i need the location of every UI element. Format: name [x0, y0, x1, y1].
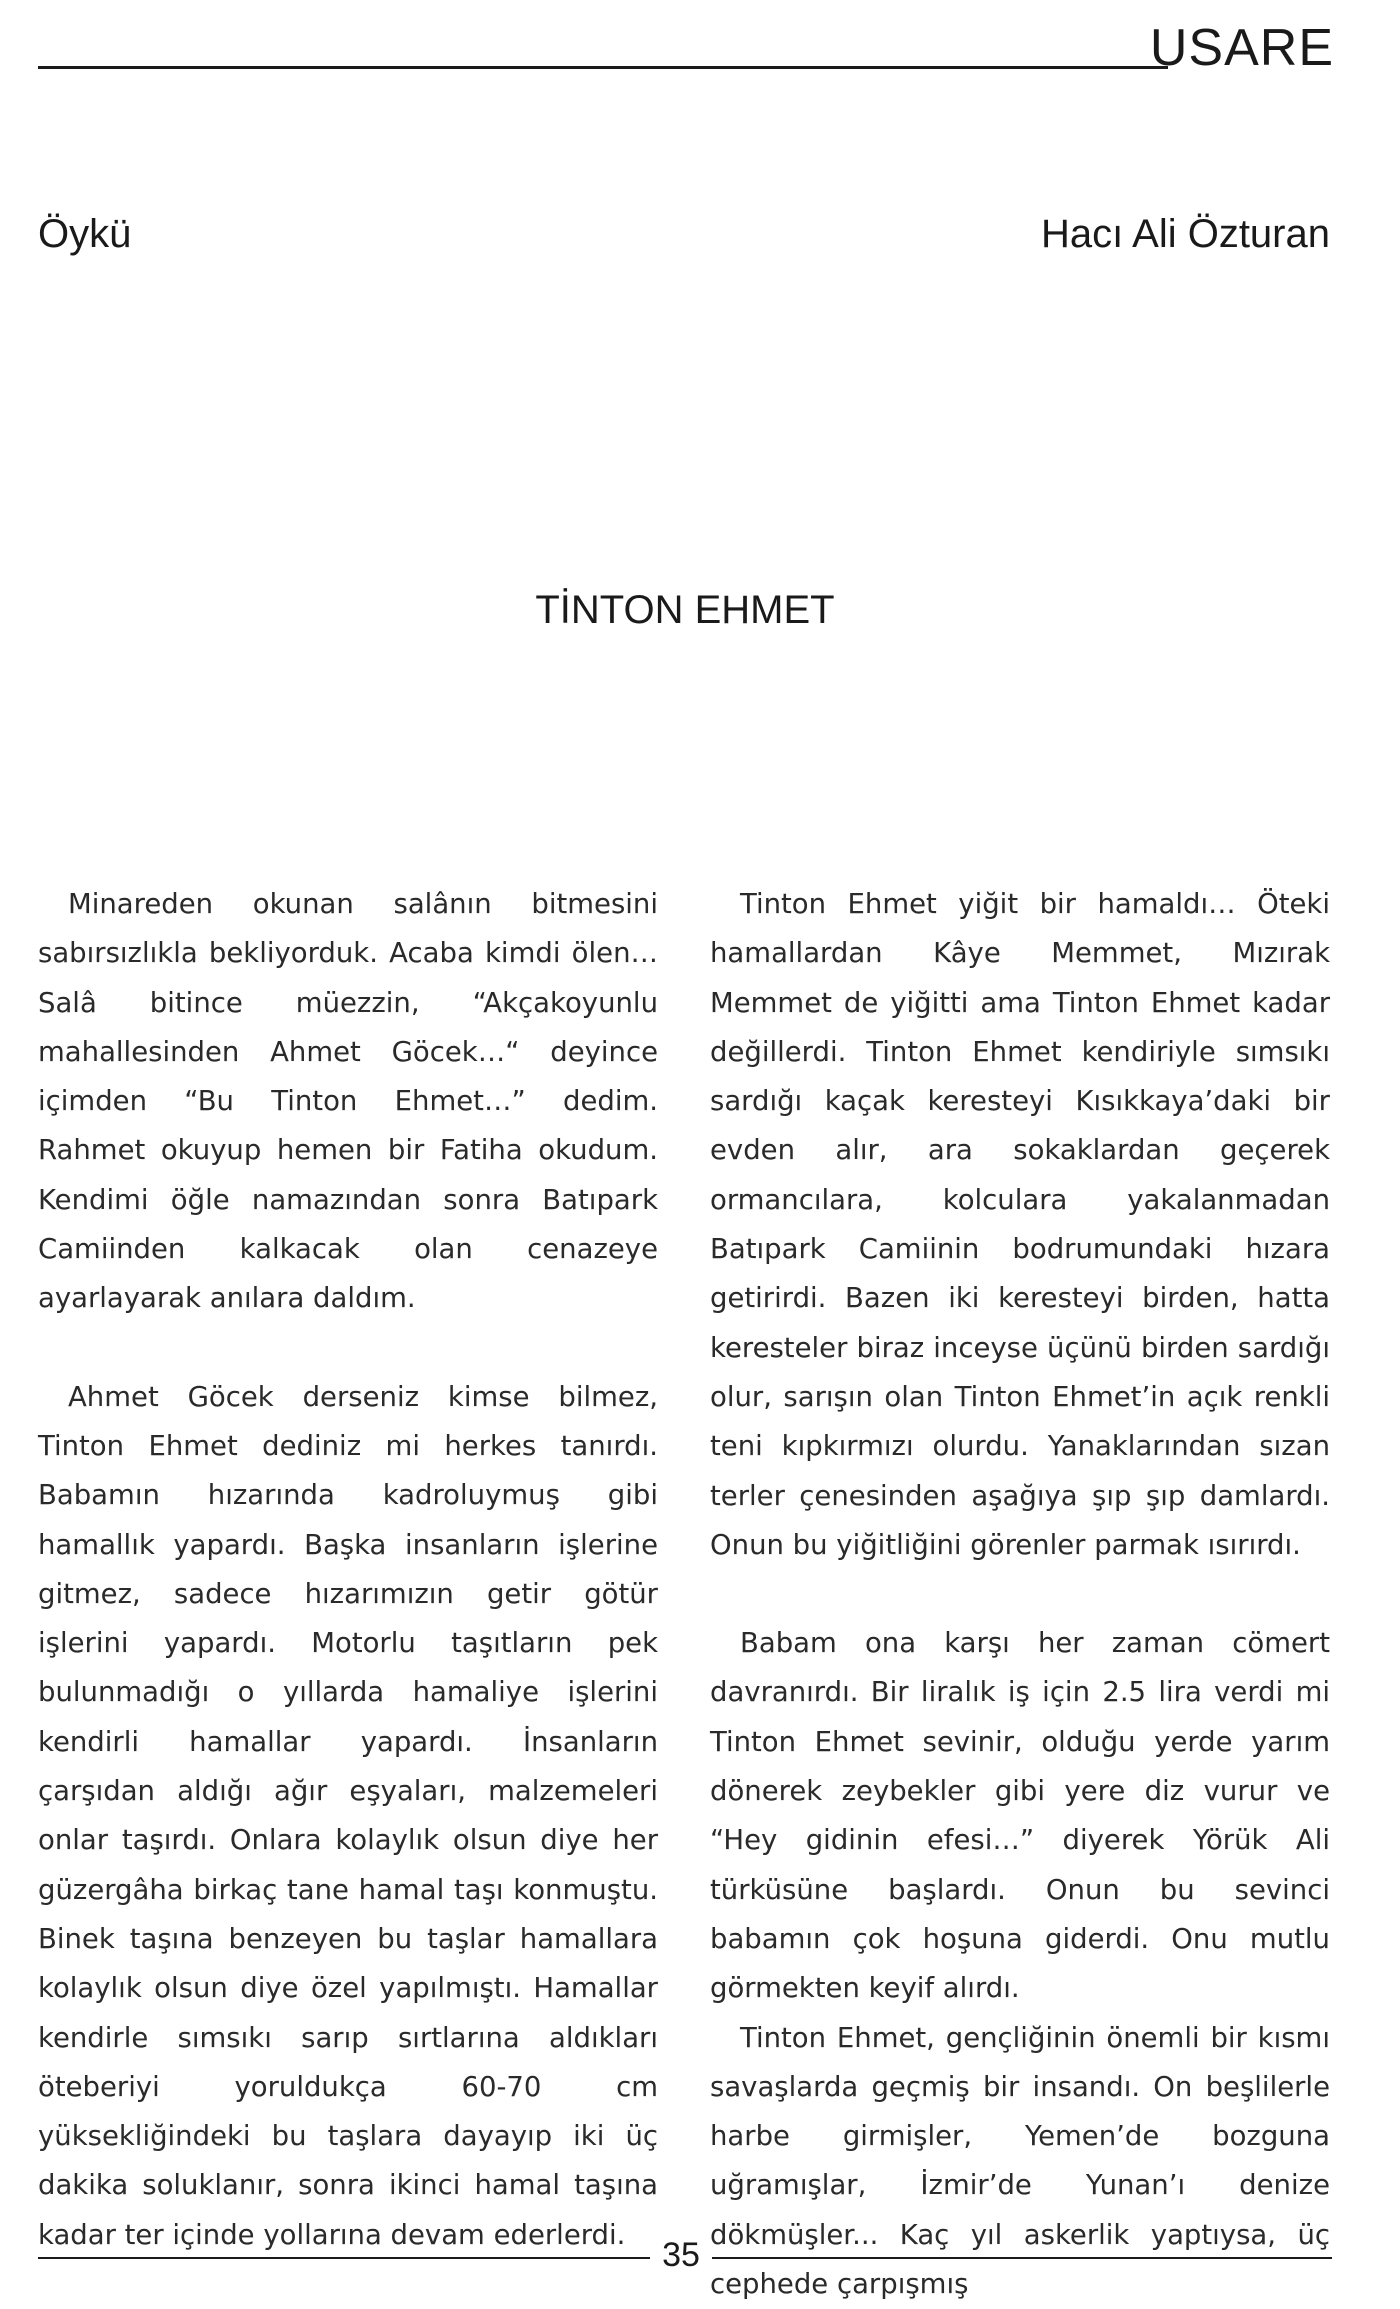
paragraph: Ahmet Göcek derseniz kimse bilmez, Tinton Ehmet dediniz mi herkes tanırdı. Babamın hızarında kadroluymuş gibi hamallık yapardı. Başka insanların işlerine gitmez, sadece hızarımızın getir götür işlerini yapardı. Motorlu taşıtların pek bulunmadığı o yıllarda hamaliye işlerini kendirli hamallar yapardı. İnsanların çarşıdan aldığı ağır eşyaları, malzemeleri onlar taşırdı. Onlara kolaylık olsun diye her güzergâha birkaç tane hamal taşı konmuştu. Binek taşına benzeyen bu taşlar hamallara kolaylık olsun diye özel yapılmıştı. Hamallar kendirle sımsıkı sarıp sırtlarına aldıkları öteberiyi yoruldukça 60-70 cm yüksekliğindeki bu taşlara dayayıp iki üç dakika soluklanır, sonra ikinci hamal taşına kadar ter içinde yollarına devam ederlerdi. [38, 1380, 658, 2251]
magazine-name: USARE [1149, 19, 1334, 77]
paragraph: Babam ona karşı her zaman cömert davranırdı. Bir liralık iş için 2.5 lira verdi mi Tinton Ehmet sevinir, olduğu yerde yarım dönerek zeybekler gibi yere diz vurur ve “Hey gidinin efesi…” diyerek Yörük Ali türküsüne başlardı. Onun bu sevinci babamın çok hoşuna giderdi. Onu mutlu görmekten keyif alırdı. [710, 1627, 1330, 2005]
footer-rule-right [712, 2257, 1332, 2259]
story-title: TİNTON EHMET [535, 588, 835, 632]
right-column [710, 880, 1330, 2309]
page-number: 35 [662, 2236, 700, 2274]
section-label: Öykü [38, 212, 132, 256]
footer-rule-left [38, 2257, 650, 2259]
left-column [38, 880, 658, 2260]
paragraph: Tinton Ehmet yiğit bir hamaldı… Öteki hamallardan Kâye Memmet, Mızırak Memmet de yiğitti ama Tinton Ehmet kadar değillerdi. Tinton Ehmet kendiriyle sımsıkı sardığı kaçak keresteyi Kısıkkaya’daki bir evden alır, ara sokaklardan geçerek ormancılara, kolculara yakalanmadan Batıpark Camiinin bodrumundaki hızara getirirdi. Bazen iki keresteyi birden, hatta keresteler biraz inceyse üçünü birden sardığı olur, sarışın olan Tinton Ehmet’in açık renkli teni kıpkırmızı olurdu. Yanaklarından sızan terler çenesinden aşağıya şıp şıp damlardı. Onun bu yiğitliğini görenler parmak ısırırdı. [710, 888, 1330, 1561]
paragraph: Minareden okunan salânın bitmesini sabırsızlıkla bekliyorduk. Acaba kimdi ölen… Salâ bitince müezzin, “Akçakoyunlu mahallesinden Ahmet Göcek…“ deyince içimden “Bu Tinton Ehmet…” dedim. Rahmet okuyup hemen bir Fatiha okudum. Kendimi öğle namazından sonra Batıpark Camiinden kalkacak olan cenazeye ayarlayarak anılara daldım. [38, 888, 658, 1315]
author-name: Hacı Ali Özturan [1040, 212, 1330, 256]
paragraph: Tinton Ehmet, gençliğinin önemli bir kısmı savaşlarda geçmiş bir insandı. On beşlilerle harbe girmişler, Yemen’de bozguna uğramışlar, İzmir’de Yunan’ı denize dökmüşler... Kaç yıl askerlik yaptıysa, üç cephede çarpışmış [710, 2021, 1330, 2301]
header-rule [38, 66, 1168, 69]
